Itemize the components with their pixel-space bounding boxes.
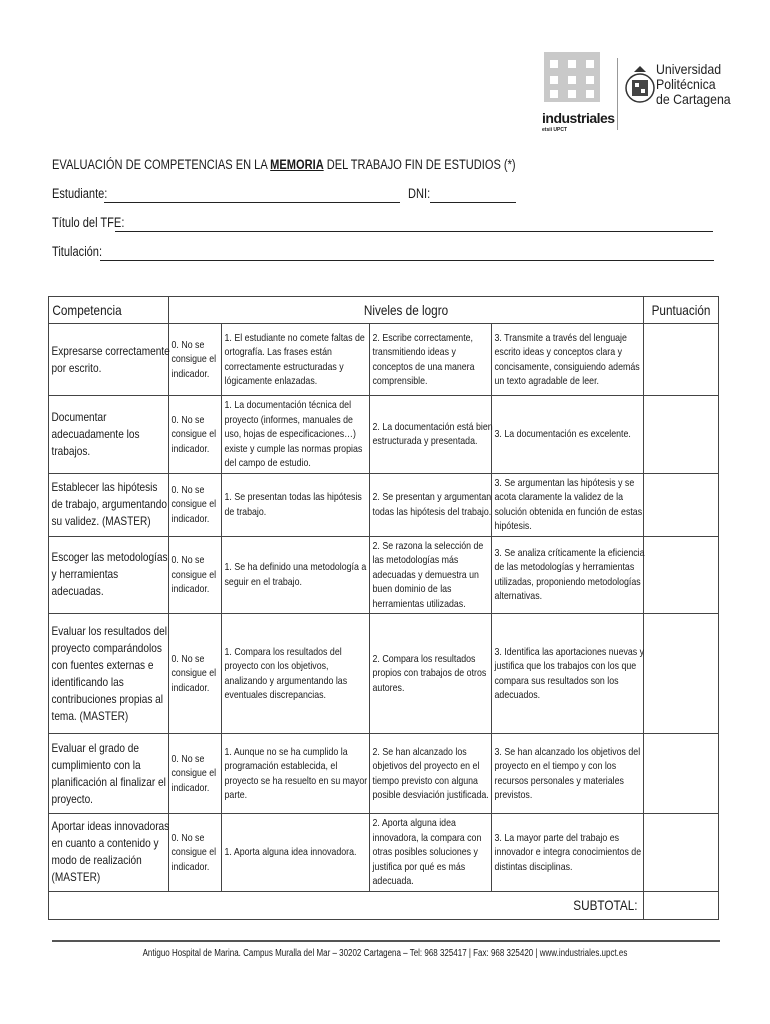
level-2-cell: 2. Se han alcanzado los objetivos del proyecto en el tiempo previsto con alguna posible desviación justificada.	[372, 745, 489, 801]
subtotal-label: SUBTOTAL:	[572, 897, 638, 913]
score-cell[interactable]	[644, 473, 719, 536]
title-suffix: DEL TRABAJO FIN DE ESTUDIOS (*)	[323, 157, 516, 172]
competence-table	[48, 296, 719, 920]
competence-cell: Aportar ideas innovadoras en cuanto a contenido y modo de realización (MASTER)	[51, 819, 170, 885]
table-row	[49, 324, 719, 396]
university-name	[656, 62, 731, 107]
table-row	[49, 473, 719, 536]
competence-cell: Establecer las hipótesis de trabajo, argumentando su validez. (MASTER)	[51, 480, 167, 528]
table-row	[49, 734, 719, 814]
subtotal-row	[49, 891, 719, 919]
score-cell[interactable]	[644, 536, 719, 614]
footer	[0, 948, 770, 959]
table-header-row	[49, 297, 719, 324]
level-1-cell: 1. Se ha definido una metodología a seguir en el trabajo.	[224, 561, 367, 588]
school-tag: etsii UPCT	[542, 127, 568, 133]
table-row	[49, 536, 719, 614]
school-name: industriales	[542, 110, 615, 126]
level-0-cell: 0. No se consigue el indicador.	[171, 831, 217, 873]
level-0-cell: 0. No se consigue el indicador.	[171, 338, 217, 380]
university-line-2: Politécnica	[656, 76, 716, 92]
level-1-cell: 1. Compara los resultados del proyecto con los objetivos, analizando y argumentando las eventuales discrepancias.	[224, 645, 348, 701]
level-1-cell: 1. El estudiante no comete faltas de ortografía. Las frases están correctamente estructuradas y lógicamente enlazadas.	[224, 331, 365, 387]
student-field[interactable]	[104, 202, 400, 203]
level-3-cell: 3. Se analiza críticamente la eficiencia de las metodologías y herramientas utilizadas, proponiendo metodologías alternativas.	[494, 546, 645, 603]
level-3-cell: 3. La documentación es excelente.	[494, 428, 631, 440]
table-row	[49, 814, 719, 892]
level-1-cell: 1. Se presentan todas las hipótesis de trabajo.	[224, 491, 362, 518]
logo-divider	[617, 58, 618, 130]
competence-cell: Expresarse correctamente por escrito.	[51, 343, 170, 375]
industriales-logo	[540, 52, 615, 133]
level-0-cell: 0. No se consigue el indicador.	[171, 413, 217, 455]
level-1-cell: 1. Aporta alguna idea innovadora.	[224, 846, 357, 858]
footer-rule	[52, 940, 720, 942]
document-title	[52, 157, 516, 172]
level-3-cell: 3. Identifica las aportaciones nuevas y justifica que los trabajos con los que compara sus resultados son los adecuados.	[494, 645, 645, 701]
score-cell[interactable]	[644, 814, 719, 892]
header-competence	[49, 297, 169, 324]
level-1-cell: 1. Aunque no se ha cumplido la programación establecida, el proyecto se ha resuelto en su mayor parte.	[224, 745, 368, 801]
tfe-title-field[interactable]	[115, 231, 713, 232]
level-2-cell: 2. Compara los resultados propios con trabajos de otros autores.	[372, 652, 487, 694]
subtotal-value-cell[interactable]	[644, 891, 719, 919]
score-cell[interactable]	[644, 396, 719, 474]
building-icon	[544, 52, 600, 102]
student-label: Estudiante:	[52, 186, 108, 201]
competence-cell: Evaluar los resultados del proyecto comparándolos con fuentes externas e identificando las contribuciones propias al tema. (MASTER)	[51, 623, 167, 723]
level-2-cell: 2. Se presentan y argumentan todas las hipótesis del trabajo.	[372, 491, 492, 518]
table-row	[49, 614, 719, 734]
score-cell[interactable]	[644, 734, 719, 814]
university-line-1: Universidad	[656, 61, 722, 77]
degree-label: Titulación:	[52, 244, 103, 259]
header-competence-label: Competencia	[52, 302, 122, 318]
score-cell[interactable]	[644, 324, 719, 396]
footer-address: Antiguo Hospital de Marina. Campus Muralla del Mar – 30202 Cartagena – Tel: 968 325417 | Fax: 968 325420 | www.industriales.upct.es	[142, 948, 628, 959]
header-levels	[169, 297, 644, 324]
level-2-cell: 2. Escribe correctamente, transmitiendo ideas y conceptos de una manera comprensible.	[372, 331, 475, 387]
level-1-cell: 1. La documentación técnica del proyecto (informes, manuales de uso, hojas de especificaciones…) existe y cumple las normas propias del campo de estudio.	[224, 399, 363, 469]
level-2-cell: 2. Se razona la selección de las metodologías más adecuadas y demuestra un buen dominio de las herramientas utilizadas.	[372, 539, 484, 610]
level-3-cell: 3. Se argumentan las hipótesis y se acota claramente la validez de la solución obtenida en función de estas hipótesis.	[494, 476, 643, 532]
level-0-cell: 0. No se consigue el indicador.	[171, 483, 217, 525]
tfe-title-label: Título del TFE:	[52, 215, 125, 230]
level-0-cell: 0. No se consigue el indicador.	[171, 752, 217, 794]
level-0-cell: 0. No se consigue el indicador.	[171, 554, 217, 595]
level-3-cell: 3. La mayor parte del trabajo es innovador e integra conocimientos de distintas disciplinas.	[494, 831, 642, 873]
header-score	[644, 297, 719, 324]
subtotal-label-cell	[49, 891, 644, 919]
degree-field[interactable]	[100, 260, 714, 261]
competence-cell: Evaluar el grado de cumplimiento con la planificación al finalizar el proyecto.	[51, 740, 166, 806]
upct-shield-icon	[622, 62, 658, 112]
level-0-cell: 0. No se consigue el indicador.	[171, 652, 217, 694]
level-3-cell: 3. Se han alcanzado los objetivos del proyecto en el tiempo y con los recursos personales y materiales previstos.	[494, 745, 641, 801]
header-score-label: Puntuación	[651, 302, 711, 318]
competence-cell: Escoger las metodologías y herramientas adecuadas.	[51, 550, 168, 599]
level-2-cell: 2. La documentación está bien estructurada y presentada.	[372, 420, 493, 448]
level-2-cell: 2. Aporta alguna idea innovadora, la compara con otras posibles soluciones y justifica por qué es más adecuada.	[372, 817, 482, 887]
title-prefix: EVALUACIÓN DE COMPETENCIAS EN LA	[52, 157, 271, 172]
score-cell[interactable]	[644, 614, 719, 734]
dni-label: DNI:	[408, 186, 431, 201]
competence-cell: Documentar adecuadamente los trabajos.	[51, 409, 140, 458]
header-levels-label: Niveles de logro	[363, 302, 449, 318]
dni-field[interactable]	[430, 202, 516, 203]
university-line-3: de Cartagena	[656, 91, 731, 107]
table-row	[49, 396, 719, 474]
title-emphasis: MEMORIA	[270, 157, 324, 172]
level-3-cell: 3. Transmite a través del lenguaje escrito ideas y conceptos clara y concisamente, consiguiendo además un texto agradable de leer.	[494, 331, 640, 387]
